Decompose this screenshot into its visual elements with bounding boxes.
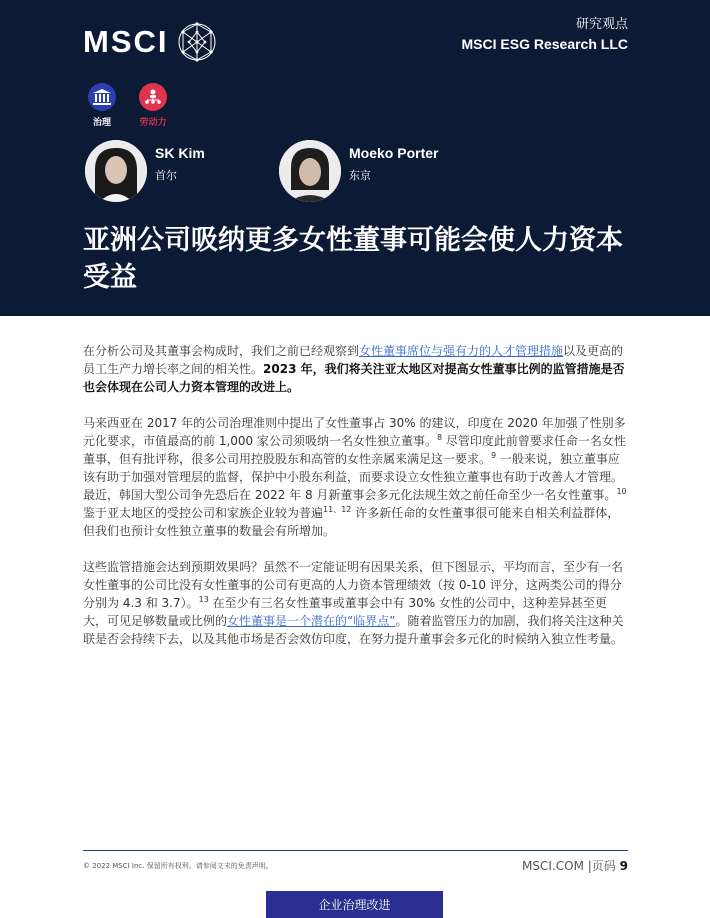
author-name: SK Kim xyxy=(155,145,205,161)
footnote-ref[interactable]: 11、12 xyxy=(323,505,352,514)
section-nav-button[interactable]: 企业治理改进 xyxy=(266,891,443,918)
topic-workforce[interactable] xyxy=(128,83,178,128)
globe-icon xyxy=(177,22,217,62)
bold-statement: 2023 年，我们将关注亚太地区对提高女性董事比例的监管措施是否也会体现在公司人力资本管理的改进上。 xyxy=(83,362,625,394)
page-label: 页码 xyxy=(591,859,616,873)
workforce-people-icon xyxy=(139,83,167,111)
author-card xyxy=(85,140,205,202)
footnote-ref[interactable]: 10 xyxy=(616,487,627,496)
avatar xyxy=(279,140,341,202)
page-number: MSCI.COM |页码 9 xyxy=(522,859,628,873)
header-meta xyxy=(462,16,629,54)
text-span: 以及更高的员工生产力增长率之间的相关性。 xyxy=(83,344,624,376)
topic-label: 治理 xyxy=(92,118,111,128)
text-span: 这些监管措施会达到预期效果吗？虽然不一定能证明有因果关系，但下图显示，平均而言，至少有一名女性董事的公司比没有女性董事的公司有更高的人力资本管理绩效（按 0-10 评分，这两类公司的得分分别为 4.3 和 3.7）。 xyxy=(83,560,624,610)
footnote-ref[interactable]: 13 xyxy=(198,595,209,604)
link-critical-mass[interactable]: 女性董事是一个潜在的“临界点” xyxy=(227,614,396,628)
text-span: 一般来说，独立董事应该有助于加强对管理层的监督，保护中小股东利益，而要求设立女性独立董事也有助于改善人才管理。最近，韩国大型公司争先恐后在 2022 年 8 月新董事会多元化法规生效之前任命至少一名女性董事。 xyxy=(83,452,624,502)
text-span: 。随着监管压力的加剧，我们将关注这种关联是否会持续下去，以及其他市场是否会效仿印度，在努力提升董事会多元化的时候纳入独立性考量。 xyxy=(83,614,624,646)
page-number-value: 9 xyxy=(619,859,628,873)
footnote-ref[interactable]: 9 xyxy=(491,451,497,460)
paragraph-regulations xyxy=(83,414,628,540)
site-link[interactable]: MSCI.COM xyxy=(522,859,584,873)
text-span: 马来西亚在 2017 年的公司治理准则中提出了女性董事占 30% 的建议，印度在 2020 年加强了性别多元化要求，市值最高的前 1,000 家公司须吸纳一名女性独立董事。 xyxy=(83,416,626,448)
article-body xyxy=(83,342,628,666)
text-span: 鉴于亚太地区的受控公司和家族企业较为普遍 xyxy=(83,506,324,520)
author-city: 首尔 xyxy=(155,169,177,182)
footer-divider xyxy=(83,850,628,851)
author-card xyxy=(279,140,438,202)
avatar xyxy=(85,140,147,202)
footnote-ref[interactable]: 8 xyxy=(437,433,443,442)
topic-governance[interactable] xyxy=(77,83,127,128)
header-banner xyxy=(0,0,710,316)
msci-logo[interactable] xyxy=(83,22,217,62)
org-name: MSCI ESG Research LLC xyxy=(461,36,628,52)
paragraph-intro xyxy=(83,342,628,396)
paragraph-outlook xyxy=(83,558,628,648)
topic-label: 劳动力 xyxy=(139,118,167,128)
text-span: 在分析公司及其董事会构成时，我们之前已经观察到 xyxy=(83,344,360,358)
page-title: 亚洲公司吸纳更多女性董事可能会使人力资本受益 xyxy=(83,225,623,293)
link-board-seats-talent[interactable]: 女性董事席位与强有力的人才管理措施 xyxy=(359,344,564,358)
report-type-label: 研究观点 xyxy=(575,17,628,32)
logo-text: MSCI xyxy=(83,24,169,59)
author-name: Moeko Porter xyxy=(349,145,439,161)
governance-building-icon xyxy=(88,83,116,111)
text-span: 许多新任命的女性董事很可能来自相关利益群体，但我们也预计女性独立董事的数量会有所增加。 xyxy=(83,506,620,538)
text-span: 尽管印度此前曾要求任命一名女性董事，但有批评称，很多公司用控股股东和高管的女性亲属来满足这一要求。 xyxy=(83,434,626,466)
text-span: 在至少有三名女性董事或董事会中有 30% 女性的公司中，这种差异甚至更大，可见足够数量或比例的 xyxy=(83,596,607,628)
author-city: 东京 xyxy=(349,169,371,182)
copyright-notice: © 2022 MSCI Inc. 保留所有权利。请参阅文末的免责声明。 xyxy=(83,862,273,870)
